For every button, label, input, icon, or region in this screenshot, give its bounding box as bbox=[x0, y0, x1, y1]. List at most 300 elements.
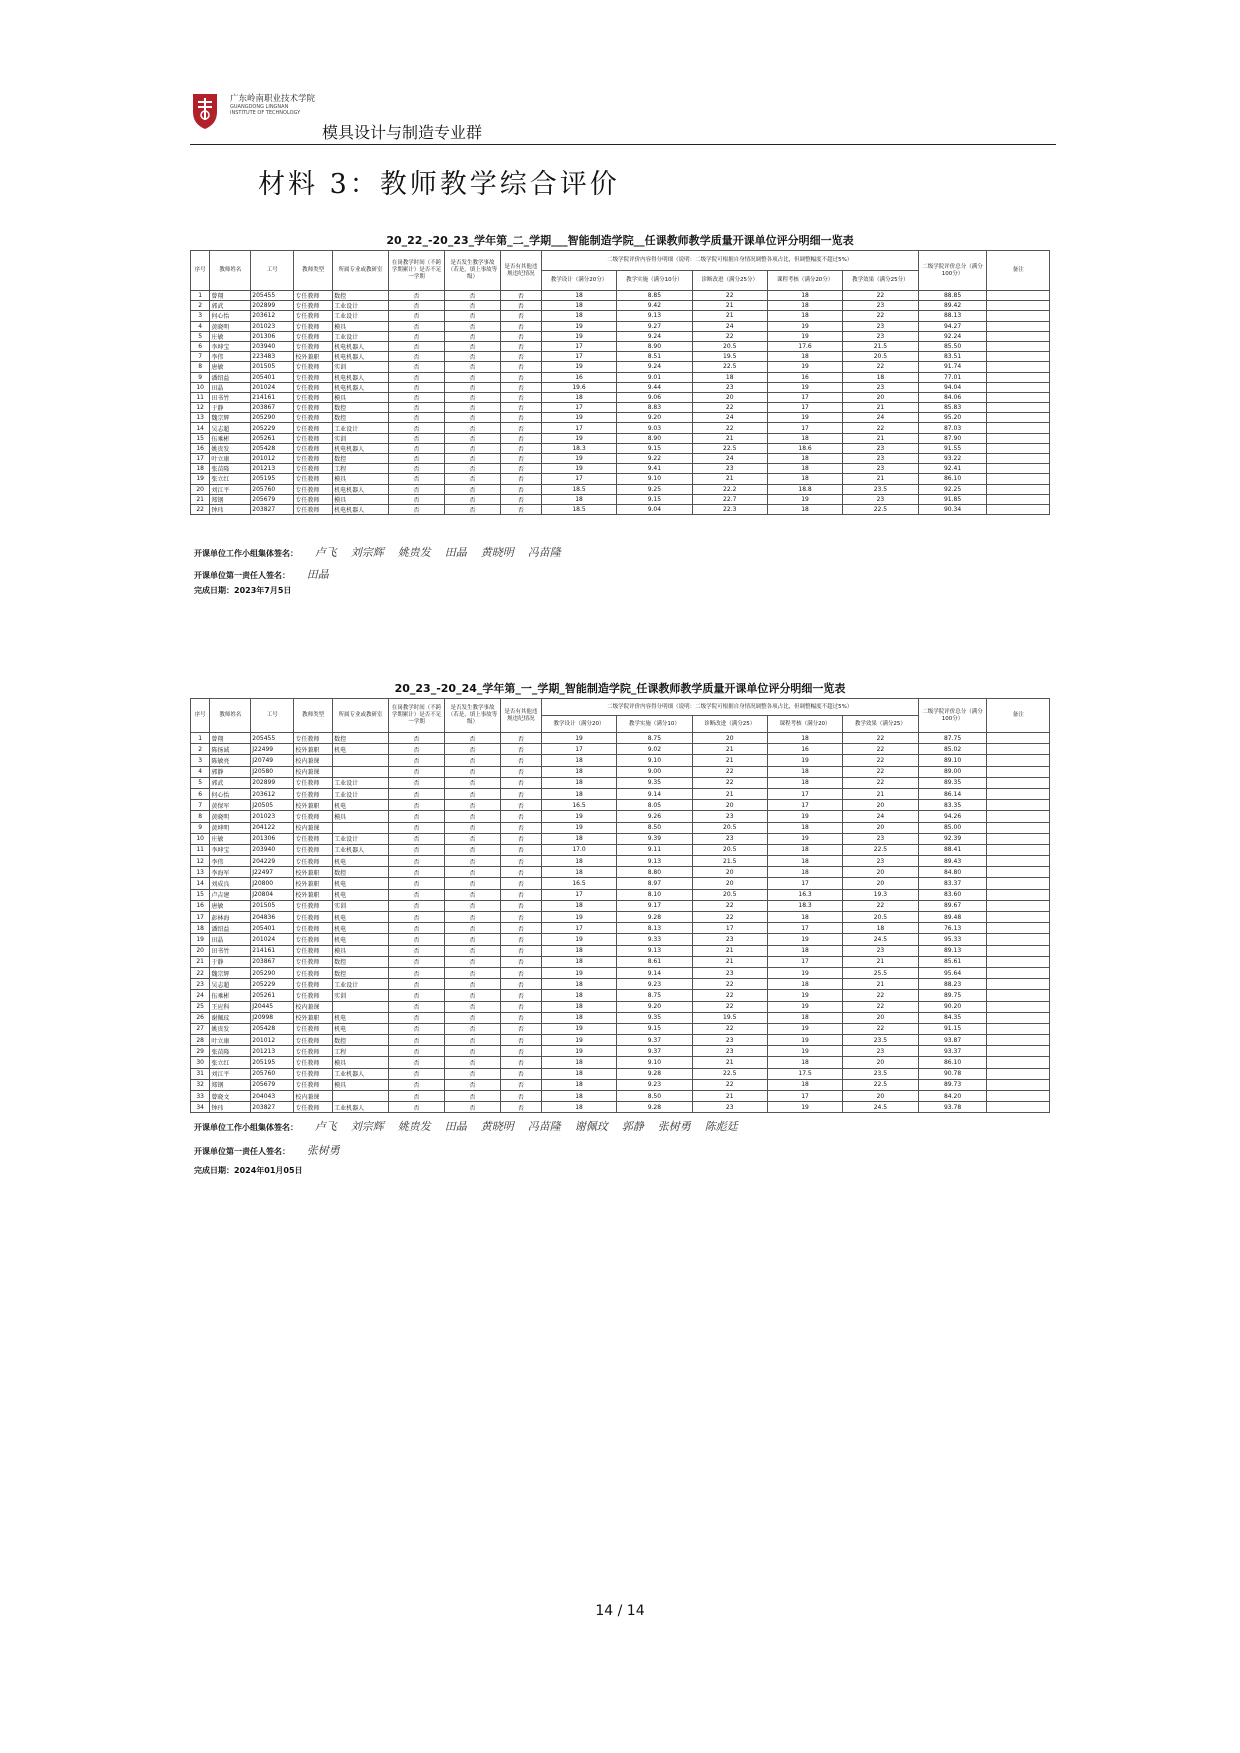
table-cell: 校内兼课 bbox=[294, 822, 333, 833]
handwritten-signature: 谢佩玟 bbox=[574, 1120, 608, 1133]
table-cell: 专任教师 bbox=[294, 967, 333, 978]
table-cell: 否 bbox=[445, 403, 501, 413]
table-cell: 否 bbox=[500, 372, 541, 382]
table-cell: 9.10 bbox=[617, 1057, 692, 1068]
table-cell: 5 bbox=[191, 777, 210, 788]
table-cell: 刘江平 bbox=[210, 1068, 251, 1079]
table-cell: 93.78 bbox=[918, 1102, 987, 1113]
leader-signature-row bbox=[194, 566, 329, 582]
remark-cell bbox=[987, 392, 1050, 402]
table-cell: 否 bbox=[500, 1046, 541, 1057]
table-cell: 伍乘彬 bbox=[210, 990, 251, 1001]
table-cell: 8.50 bbox=[617, 822, 692, 833]
table-cell: 89.42 bbox=[918, 301, 987, 311]
table-cell: 否 bbox=[500, 811, 541, 822]
table-cell: 机电机器人 bbox=[333, 382, 389, 392]
table-cell bbox=[333, 822, 389, 833]
remark-cell bbox=[987, 301, 1050, 311]
column-header: 工号 bbox=[251, 699, 294, 733]
remark-cell bbox=[987, 382, 1050, 392]
table-cell: 23 bbox=[843, 331, 918, 341]
table-cell: 18 bbox=[541, 1079, 616, 1090]
table-cell: 89.35 bbox=[918, 777, 987, 788]
table-cell: 18 bbox=[541, 833, 616, 844]
table-cell: 86.10 bbox=[918, 1057, 987, 1068]
table-cell: 专任教师 bbox=[294, 733, 333, 744]
table-cell: 18.5 bbox=[541, 484, 616, 494]
table-row bbox=[191, 1079, 1050, 1090]
table-cell: 否 bbox=[445, 1068, 501, 1079]
table-cell: 否 bbox=[500, 433, 541, 443]
remark-cell bbox=[987, 372, 1050, 382]
table-cell: 201306 bbox=[251, 833, 294, 844]
table-cell: 23 bbox=[692, 811, 767, 822]
table-row bbox=[191, 788, 1050, 799]
table-cell: 否 bbox=[389, 923, 445, 934]
table-cell: 22 bbox=[843, 1023, 918, 1034]
table-cell: 19 bbox=[767, 494, 842, 504]
table-cell: 专任教师 bbox=[294, 923, 333, 934]
table-cell: 18 bbox=[541, 1012, 616, 1023]
table-cell: 8.10 bbox=[617, 889, 692, 900]
table-row bbox=[191, 504, 1050, 514]
table-cell: 17.6 bbox=[767, 341, 842, 351]
table-row bbox=[191, 766, 1050, 777]
table-cell: 18 bbox=[767, 856, 842, 867]
table-cell: 校内兼课 bbox=[294, 755, 333, 766]
table-row bbox=[191, 1068, 1050, 1079]
table-cell: 22 bbox=[843, 900, 918, 911]
handwritten-signature: 田晶 bbox=[444, 1120, 467, 1133]
table-cell: 203940 bbox=[251, 844, 294, 855]
table-cell: 18 bbox=[541, 856, 616, 867]
table-cell: 否 bbox=[445, 291, 501, 301]
table-cell: 18 bbox=[767, 474, 842, 484]
remark-cell bbox=[987, 777, 1050, 788]
table-cell: 机电 bbox=[333, 744, 389, 755]
table-cell: 否 bbox=[445, 822, 501, 833]
table-cell: 专任教师 bbox=[294, 833, 333, 844]
table-cell: 205428 bbox=[251, 1023, 294, 1034]
table-cell: 20 bbox=[692, 733, 767, 744]
table-cell: 否 bbox=[389, 979, 445, 990]
leader-signature-label: 开课单位第一责任人签名： bbox=[194, 571, 290, 580]
table-cell: 18 bbox=[767, 454, 842, 464]
table-cell: 19 bbox=[767, 990, 842, 1001]
table-cell: 否 bbox=[445, 433, 501, 443]
table-cell: 19.6 bbox=[541, 382, 616, 392]
table-cell: 专任教师 bbox=[294, 341, 333, 351]
table-cell: 18 bbox=[541, 956, 616, 967]
table-cell: 19 bbox=[541, 362, 616, 372]
table-cell: 姚贵发 bbox=[210, 443, 251, 453]
table-cell: 22 bbox=[843, 362, 918, 372]
table-cell: 专任教师 bbox=[294, 331, 333, 341]
table-cell: 11 bbox=[191, 844, 210, 855]
table-cell: 88.85 bbox=[918, 291, 987, 301]
table-cell: 潘绍益 bbox=[210, 372, 251, 382]
table-cell: 专任教师 bbox=[294, 990, 333, 1001]
table-cell: 22 bbox=[843, 423, 918, 433]
table-cell: 模具 bbox=[333, 392, 389, 402]
table-cell: 85.00 bbox=[918, 822, 987, 833]
table-cell: 20 bbox=[843, 1057, 918, 1068]
table-cell: 22 bbox=[692, 777, 767, 788]
table-cell: 22.5 bbox=[692, 362, 767, 372]
table-cell: 85.83 bbox=[918, 403, 987, 413]
table-row bbox=[191, 464, 1050, 474]
table-cell: 19 bbox=[767, 755, 842, 766]
table-cell: 93.37 bbox=[918, 1046, 987, 1057]
table-cell: 18 bbox=[767, 311, 842, 321]
table-cell: 20 bbox=[843, 878, 918, 889]
table-cell: 郭静 bbox=[210, 766, 251, 777]
table-cell: 否 bbox=[500, 979, 541, 990]
table-cell: 22.5 bbox=[843, 504, 918, 514]
table-cell: 否 bbox=[389, 912, 445, 923]
column-header: 教学实施（满分10分） bbox=[617, 271, 692, 291]
table-cell: 89.43 bbox=[918, 856, 987, 867]
table-row bbox=[191, 912, 1050, 923]
table-cell: 20 bbox=[692, 392, 767, 402]
table-cell: 18 bbox=[541, 1068, 616, 1079]
table-cell: 94.27 bbox=[918, 321, 987, 331]
table-cell: 否 bbox=[389, 423, 445, 433]
table-cell: 工业设计 bbox=[333, 331, 389, 341]
table-cell: 22.5 bbox=[692, 443, 767, 453]
table-cell: 19 bbox=[541, 321, 616, 331]
column-header: 序号 bbox=[191, 699, 210, 733]
table-cell: 8.50 bbox=[617, 1091, 692, 1102]
table-cell: 庄敏 bbox=[210, 331, 251, 341]
table-cell: 201012 bbox=[251, 1035, 294, 1046]
table-cell: 专任教师 bbox=[294, 1102, 333, 1113]
table-cell: 卢吉建 bbox=[210, 889, 251, 900]
table-cell: 否 bbox=[389, 822, 445, 833]
table-row bbox=[191, 900, 1050, 911]
table-cell: 否 bbox=[445, 301, 501, 311]
table-cell: 否 bbox=[389, 301, 445, 311]
table-cell: 18 bbox=[191, 464, 210, 474]
table-cell: 93.22 bbox=[918, 454, 987, 464]
table-cell: 18 bbox=[541, 990, 616, 1001]
table-cell: 否 bbox=[389, 956, 445, 967]
table-cell: 校外兼职 bbox=[294, 352, 333, 362]
remark-cell bbox=[987, 744, 1050, 755]
table-cell: 吴志超 bbox=[210, 423, 251, 433]
table-cell: 实训 bbox=[333, 362, 389, 372]
table-cell: 23 bbox=[843, 945, 918, 956]
table-cell: 李伟 bbox=[210, 856, 251, 867]
table-cell: 8.90 bbox=[617, 341, 692, 351]
table-cell: 8.85 bbox=[617, 291, 692, 301]
table-cell: J20749 bbox=[251, 755, 294, 766]
table-cell: 20 bbox=[191, 484, 210, 494]
table-cell: 否 bbox=[389, 443, 445, 453]
handwritten-signature: 黄晓明 bbox=[480, 546, 514, 559]
table-cell: 否 bbox=[445, 321, 501, 331]
table-cell: 否 bbox=[445, 341, 501, 351]
table-cell: 83.51 bbox=[918, 352, 987, 362]
table-cell: 18 bbox=[767, 1079, 842, 1090]
table-cell bbox=[333, 1091, 389, 1102]
table-cell: 工业设计 bbox=[333, 311, 389, 321]
table-cell: 工业设计 bbox=[333, 301, 389, 311]
remark-cell bbox=[987, 822, 1050, 833]
table-cell: 张立红 bbox=[210, 1057, 251, 1068]
remark-cell bbox=[987, 934, 1050, 945]
table-cell: 张立红 bbox=[210, 474, 251, 484]
table-cell: J20998 bbox=[251, 1012, 294, 1023]
table-cell: 18.3 bbox=[541, 443, 616, 453]
leader-signature-label: 开课单位第一责任人签名： bbox=[194, 1147, 290, 1156]
table-cell: 17 bbox=[767, 956, 842, 967]
remark-cell bbox=[987, 1035, 1050, 1046]
table-cell: 工业设计 bbox=[333, 788, 389, 799]
table-cell: 专任教师 bbox=[294, 372, 333, 382]
table-cell: 23 bbox=[843, 443, 918, 453]
table-cell: 84.20 bbox=[918, 1091, 987, 1102]
table-cell: 20 bbox=[692, 867, 767, 878]
remark-cell bbox=[987, 403, 1050, 413]
table-cell: 9.23 bbox=[617, 979, 692, 990]
table-cell: 22 bbox=[843, 1001, 918, 1012]
remark-cell bbox=[987, 1068, 1050, 1079]
table-cell: 21 bbox=[692, 301, 767, 311]
remark-cell bbox=[987, 311, 1050, 321]
table-cell: 工程 bbox=[333, 1046, 389, 1057]
table-cell: 9.03 bbox=[617, 423, 692, 433]
table-cell: 实训 bbox=[333, 900, 389, 911]
table-cell: 21 bbox=[843, 433, 918, 443]
table-cell: 5 bbox=[191, 331, 210, 341]
table-row bbox=[191, 945, 1050, 956]
table-row bbox=[191, 777, 1050, 788]
table-cell: 23 bbox=[692, 1046, 767, 1057]
table-cell: 专任教师 bbox=[294, 956, 333, 967]
table-cell: 机电机器人 bbox=[333, 341, 389, 351]
table-cell: 22 bbox=[191, 504, 210, 514]
remark-cell bbox=[987, 1023, 1050, 1034]
table-cell: 20.5 bbox=[843, 352, 918, 362]
table-row bbox=[191, 822, 1050, 833]
table-cell: 203940 bbox=[251, 341, 294, 351]
table-cell: 204122 bbox=[251, 822, 294, 833]
table-header-row bbox=[191, 251, 1050, 271]
table-cell: 89.75 bbox=[918, 990, 987, 1001]
table-cell: 19 bbox=[767, 967, 842, 978]
table-cell: 85.02 bbox=[918, 744, 987, 755]
table-cell: 24 bbox=[191, 990, 210, 1001]
table-cell: 17 bbox=[541, 341, 616, 351]
table-cell: 20.5 bbox=[692, 844, 767, 855]
table-cell: 否 bbox=[389, 1057, 445, 1068]
column-header: 在岗教学时间（不跨学期累计）是否不足一学期 bbox=[389, 699, 445, 733]
table-cell: 否 bbox=[500, 777, 541, 788]
table-row bbox=[191, 1035, 1050, 1046]
table-cell: 22.5 bbox=[843, 844, 918, 855]
table-cell: 17 bbox=[767, 403, 842, 413]
table-cell: 18 bbox=[541, 1001, 616, 1012]
table-cell: 18 bbox=[541, 1057, 616, 1068]
table-cell: 17 bbox=[541, 923, 616, 934]
table-cell: 叶立康 bbox=[210, 1035, 251, 1046]
table-cell: 19 bbox=[541, 413, 616, 423]
table-cell: 76.13 bbox=[918, 923, 987, 934]
table-cell: 否 bbox=[445, 413, 501, 423]
group-signature-label: 开课单位工作小组集体签名： bbox=[194, 549, 298, 558]
table-cell: 22 bbox=[843, 733, 918, 744]
table-cell: 9.13 bbox=[617, 856, 692, 867]
table-row bbox=[191, 990, 1050, 1001]
table-cell: 28 bbox=[191, 1035, 210, 1046]
table-cell: 201012 bbox=[251, 454, 294, 464]
table-cell: 否 bbox=[500, 844, 541, 855]
table-cell: 专任教师 bbox=[294, 1035, 333, 1046]
table-cell: 9 bbox=[191, 372, 210, 382]
group-signatures bbox=[301, 546, 561, 559]
table-cell: 否 bbox=[389, 867, 445, 878]
table-cell: 数控 bbox=[333, 967, 389, 978]
table-cell: 否 bbox=[389, 1079, 445, 1090]
table-row bbox=[191, 844, 1050, 855]
remark-cell bbox=[987, 912, 1050, 923]
table-cell: 18 bbox=[767, 464, 842, 474]
evaluation-sheet-2023-2024 bbox=[190, 672, 1050, 1182]
table-row bbox=[191, 372, 1050, 382]
table-cell: 否 bbox=[500, 934, 541, 945]
remark-cell bbox=[987, 766, 1050, 777]
table-cell: 否 bbox=[500, 923, 541, 934]
table-cell: 30 bbox=[191, 1057, 210, 1068]
table-cell: 22 bbox=[692, 1023, 767, 1034]
table-cell: 否 bbox=[389, 494, 445, 504]
remark-cell bbox=[987, 1102, 1050, 1113]
table-cell: 工程 bbox=[333, 464, 389, 474]
table-cell: 19 bbox=[767, 934, 842, 945]
table-cell: 18 bbox=[541, 301, 616, 311]
table-cell: 18 bbox=[541, 392, 616, 402]
column-header: 课程考核（满分20分） bbox=[767, 271, 842, 291]
table-cell: 否 bbox=[500, 362, 541, 372]
table-row bbox=[191, 800, 1050, 811]
table-row bbox=[191, 856, 1050, 867]
table-cell: 谢佩玟 bbox=[210, 1012, 251, 1023]
table-cell: 吴志超 bbox=[210, 979, 251, 990]
table-cell: 205195 bbox=[251, 474, 294, 484]
table-cell: 否 bbox=[445, 464, 501, 474]
table-cell: 21 bbox=[692, 1091, 767, 1102]
table-cell: 否 bbox=[389, 811, 445, 822]
table-cell: 19 bbox=[767, 811, 842, 822]
remark-cell bbox=[987, 833, 1050, 844]
table-cell: 否 bbox=[445, 1001, 501, 1012]
table-cell: 204836 bbox=[251, 912, 294, 923]
remark-cell bbox=[987, 867, 1050, 878]
table-cell: 否 bbox=[389, 990, 445, 1001]
remark-cell bbox=[987, 423, 1050, 433]
table-cell: 85.61 bbox=[918, 956, 987, 967]
table-cell: 否 bbox=[500, 744, 541, 755]
table-cell: 否 bbox=[500, 889, 541, 900]
table-cell: 9.11 bbox=[617, 844, 692, 855]
table-cell: 否 bbox=[500, 990, 541, 1001]
table-cell: 21 bbox=[692, 945, 767, 956]
table-cell: J22499 bbox=[251, 744, 294, 755]
remark-cell bbox=[987, 454, 1050, 464]
table-cell: 9.15 bbox=[617, 494, 692, 504]
table-cell: 陈敏亮 bbox=[210, 755, 251, 766]
table-cell: 钟玮 bbox=[210, 504, 251, 514]
table-cell: 205290 bbox=[251, 967, 294, 978]
table-cell: 专任教师 bbox=[294, 433, 333, 443]
table-row bbox=[191, 403, 1050, 413]
column-header: 是否发生教学事故（若是，填上事故等级） bbox=[445, 699, 501, 733]
table-cell: 17 bbox=[767, 788, 842, 799]
table-row bbox=[191, 1012, 1050, 1023]
table-cell: 214161 bbox=[251, 392, 294, 402]
table-cell: 否 bbox=[500, 900, 541, 911]
table-cell: 9.42 bbox=[617, 301, 692, 311]
table-cell: 否 bbox=[500, 484, 541, 494]
table-cell: 201505 bbox=[251, 900, 294, 911]
table-cell: 9.20 bbox=[617, 413, 692, 423]
remark-cell bbox=[987, 800, 1050, 811]
table-cell: 否 bbox=[445, 811, 501, 822]
table-cell: 77.01 bbox=[918, 372, 987, 382]
table-row bbox=[191, 1001, 1050, 1012]
document-header bbox=[190, 88, 1056, 145]
table-cell: 庄敏 bbox=[210, 833, 251, 844]
table-cell: 模具 bbox=[333, 1079, 389, 1090]
table-cell: 205679 bbox=[251, 1079, 294, 1090]
table-cell: 21 bbox=[692, 474, 767, 484]
table-row bbox=[191, 474, 1050, 484]
table-cell: 25.5 bbox=[843, 967, 918, 978]
table-cell: 否 bbox=[445, 392, 501, 402]
remark-cell bbox=[987, 341, 1050, 351]
table-cell: 95.20 bbox=[918, 413, 987, 423]
table-cell: 83.60 bbox=[918, 889, 987, 900]
table-row bbox=[191, 755, 1050, 766]
table-cell: 于静 bbox=[210, 403, 251, 413]
table-cell: 1 bbox=[191, 733, 210, 744]
table-cell: 专任教师 bbox=[294, 1079, 333, 1090]
table-cell: 机电机器人 bbox=[333, 484, 389, 494]
table-cell: 9.22 bbox=[617, 454, 692, 464]
remark-cell bbox=[987, 755, 1050, 766]
column-header: 课程考核（满分20） bbox=[767, 716, 842, 733]
table-cell: 陈扬诚 bbox=[210, 744, 251, 755]
table-cell: 9.39 bbox=[617, 833, 692, 844]
table-cell: 9.23 bbox=[617, 1079, 692, 1090]
table-cell: 202899 bbox=[251, 301, 294, 311]
remark-cell bbox=[987, 331, 1050, 341]
table-cell: 29 bbox=[191, 1046, 210, 1057]
table-cell: 19 bbox=[767, 1046, 842, 1057]
table-cell: 24 bbox=[843, 413, 918, 423]
table-cell: 86.14 bbox=[918, 788, 987, 799]
table-cell: 18 bbox=[767, 979, 842, 990]
table-cell: 否 bbox=[445, 856, 501, 867]
table-cell: 黄晓明 bbox=[210, 321, 251, 331]
table-cell: 9.44 bbox=[617, 382, 692, 392]
table-cell: 模具 bbox=[333, 811, 389, 822]
table-cell: 205290 bbox=[251, 413, 294, 423]
table-cell: 8.90 bbox=[617, 433, 692, 443]
table-cell: 9.15 bbox=[617, 443, 692, 453]
table-cell: 否 bbox=[500, 423, 541, 433]
